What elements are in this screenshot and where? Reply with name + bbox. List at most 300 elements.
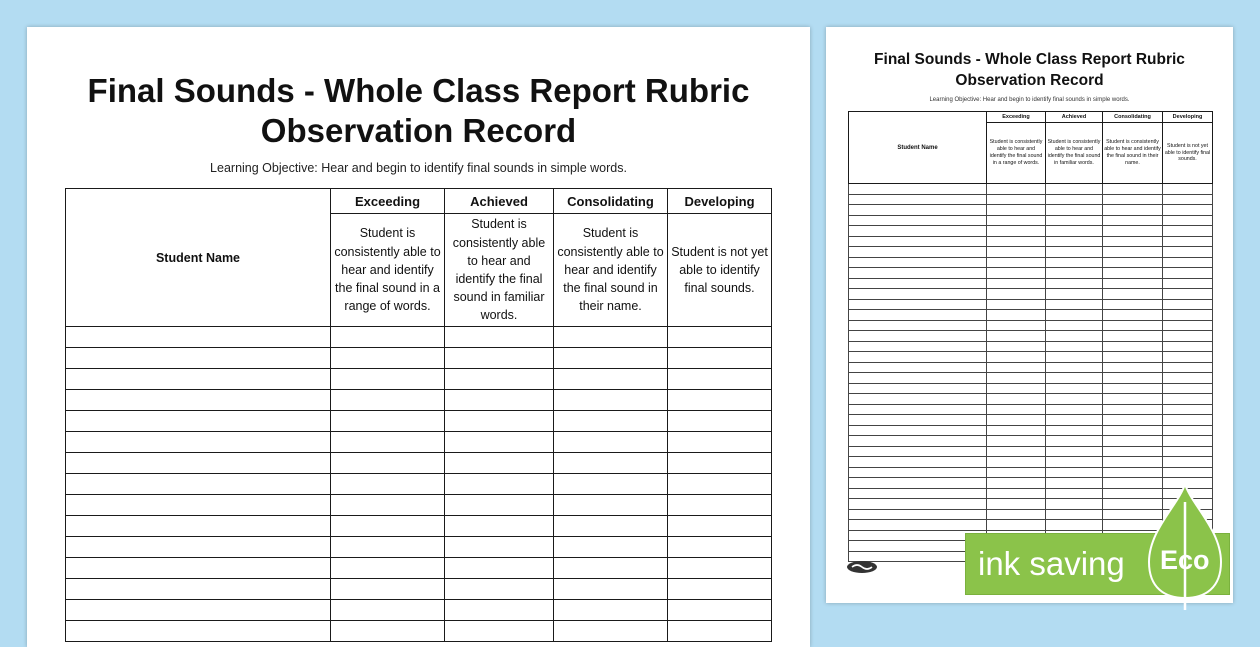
preview-student-mark-cell[interactable] <box>1103 184 1163 195</box>
preview-student-mark-cell[interactable] <box>1163 415 1213 426</box>
preview-student-mark-cell[interactable] <box>987 499 1046 510</box>
preview-student-mark-cell[interactable] <box>1046 289 1103 300</box>
preview-student-row <box>849 289 1213 300</box>
preview-student-mark-cell[interactable] <box>1163 257 1213 268</box>
preview-student-mark-cell[interactable] <box>987 226 1046 237</box>
student-mark-cell[interactable] <box>331 432 445 453</box>
student-mark-cell[interactable] <box>445 432 554 453</box>
student-mark-cell[interactable] <box>331 537 445 558</box>
preview-student-mark-cell[interactable] <box>1103 436 1163 447</box>
eco-label: Eco <box>1160 545 1210 575</box>
student-name-cell[interactable] <box>66 411 331 432</box>
preview-student-row <box>849 394 1213 405</box>
level-description-developing: Student is not yet able to identify final sounds. <box>668 214 772 327</box>
preview-student-name-cell[interactable] <box>849 341 987 352</box>
student-mark-cell[interactable] <box>445 537 554 558</box>
preview-student-name-cell[interactable] <box>849 310 987 321</box>
preview-student-name-cell[interactable] <box>849 446 987 457</box>
student-mark-cell[interactable] <box>445 327 554 348</box>
preview-student-name-cell[interactable] <box>849 467 987 478</box>
preview-student-name-cell[interactable] <box>849 194 987 205</box>
preview-student-mark-cell[interactable] <box>1103 268 1163 279</box>
preview-student-name-cell[interactable] <box>849 362 987 373</box>
student-mark-cell[interactable] <box>668 369 772 390</box>
preview-student-mark-cell[interactable] <box>987 394 1046 405</box>
student-row <box>66 600 772 621</box>
student-row <box>66 495 772 516</box>
preview-student-mark-cell[interactable] <box>1046 310 1103 321</box>
student-mark-cell[interactable] <box>668 495 772 516</box>
preview-student-row <box>849 415 1213 426</box>
student-mark-cell[interactable] <box>554 453 668 474</box>
student-row <box>66 327 772 348</box>
student-name-cell[interactable] <box>66 600 331 621</box>
preview-student-mark-cell[interactable] <box>987 478 1046 489</box>
preview-student-mark-cell[interactable] <box>1103 446 1163 457</box>
preview-student-name-header: Student Name <box>849 112 987 184</box>
preview-student-mark-cell[interactable] <box>1103 415 1163 426</box>
preview-student-mark-cell[interactable] <box>987 247 1046 258</box>
preview-student-mark-cell[interactable] <box>1103 457 1163 468</box>
preview-student-name-cell[interactable] <box>849 373 987 384</box>
student-mark-cell[interactable] <box>331 558 445 579</box>
student-row <box>66 390 772 411</box>
student-mark-cell[interactable] <box>445 516 554 537</box>
preview-student-mark-cell[interactable] <box>1103 341 1163 352</box>
preview-student-mark-cell[interactable] <box>1046 194 1103 205</box>
student-row <box>66 348 772 369</box>
preview-student-mark-cell[interactable] <box>987 299 1046 310</box>
student-mark-cell[interactable] <box>445 495 554 516</box>
preview-student-mark-cell[interactable] <box>987 488 1046 499</box>
preview-student-mark-cell[interactable] <box>1103 404 1163 415</box>
preview-student-mark-cell[interactable] <box>1046 215 1103 226</box>
student-mark-cell[interactable] <box>331 621 445 642</box>
student-name-header: Student Name <box>66 189 331 327</box>
preview-student-mark-cell[interactable] <box>987 205 1046 216</box>
preview-student-row <box>849 226 1213 237</box>
preview-student-row <box>849 404 1213 415</box>
student-name-cell[interactable] <box>66 474 331 495</box>
student-mark-cell[interactable] <box>668 537 772 558</box>
preview-student-mark-cell[interactable] <box>1163 425 1213 436</box>
preview-student-mark-cell[interactable] <box>1046 362 1103 373</box>
preview-student-mark-cell[interactable] <box>987 341 1046 352</box>
preview-student-mark-cell[interactable] <box>987 289 1046 300</box>
student-row <box>66 411 772 432</box>
preview-student-mark-cell[interactable] <box>987 436 1046 447</box>
preview-student-mark-cell[interactable] <box>1163 236 1213 247</box>
student-mark-cell[interactable] <box>668 327 772 348</box>
preview-student-mark-cell[interactable] <box>1046 278 1103 289</box>
preview-student-mark-cell[interactable] <box>987 215 1046 226</box>
preview-student-mark-cell[interactable] <box>987 236 1046 247</box>
preview-student-name-cell[interactable] <box>849 488 987 499</box>
preview-student-name-cell[interactable] <box>849 320 987 331</box>
student-mark-cell[interactable] <box>554 327 668 348</box>
preview-student-name-cell[interactable] <box>849 394 987 405</box>
preview-student-row <box>849 331 1213 342</box>
preview-student-row <box>849 205 1213 216</box>
preview-level-header-exceeding: Exceeding <box>987 112 1046 123</box>
student-row <box>66 453 772 474</box>
preview-student-mark-cell[interactable] <box>1163 373 1213 384</box>
preview-student-row <box>849 310 1213 321</box>
preview-student-mark-cell[interactable] <box>1103 331 1163 342</box>
preview-student-mark-cell[interactable] <box>1046 520 1103 531</box>
student-mark-cell[interactable] <box>445 390 554 411</box>
preview-student-mark-cell[interactable] <box>1163 215 1213 226</box>
student-mark-cell[interactable] <box>331 348 445 369</box>
preview-student-mark-cell[interactable] <box>987 457 1046 468</box>
student-mark-cell[interactable] <box>445 411 554 432</box>
preview-student-mark-cell[interactable] <box>1163 289 1213 300</box>
student-mark-cell[interactable] <box>554 369 668 390</box>
preview-student-name-cell[interactable] <box>849 436 987 447</box>
preview-student-name-cell[interactable] <box>849 215 987 226</box>
twinkl-logo-icon <box>846 560 878 574</box>
preview-student-mark-cell[interactable] <box>1046 446 1103 457</box>
student-mark-cell[interactable] <box>554 495 668 516</box>
preview-student-mark-cell[interactable] <box>987 373 1046 384</box>
preview-student-mark-cell[interactable] <box>1046 226 1103 237</box>
preview-student-name-cell[interactable] <box>849 268 987 279</box>
preview-student-row <box>849 383 1213 394</box>
preview-student-name-cell[interactable] <box>849 478 987 489</box>
preview-student-row <box>849 247 1213 258</box>
student-mark-cell[interactable] <box>331 495 445 516</box>
preview-student-mark-cell[interactable] <box>1046 205 1103 216</box>
preview-student-mark-cell[interactable] <box>1103 425 1163 436</box>
student-mark-cell[interactable] <box>668 474 772 495</box>
preview-student-mark-cell[interactable] <box>987 425 1046 436</box>
student-name-cell[interactable] <box>66 348 331 369</box>
level-description-consolidating: Student is consistently able to hear and identify the final sound in their name. <box>554 214 668 327</box>
ink-saving-label: ink saving <box>978 545 1125 582</box>
student-mark-cell[interactable] <box>668 390 772 411</box>
preview-student-mark-cell[interactable] <box>1163 446 1213 457</box>
preview-student-mark-cell[interactable] <box>1163 331 1213 342</box>
preview-student-mark-cell[interactable] <box>1163 320 1213 331</box>
preview-level-header-consolidating: Consolidating <box>1103 112 1163 123</box>
preview-student-mark-cell[interactable] <box>1103 467 1163 478</box>
preview-student-name-cell[interactable] <box>849 415 987 426</box>
student-row <box>66 621 772 642</box>
student-row <box>66 537 772 558</box>
student-mark-cell[interactable] <box>445 474 554 495</box>
preview-student-row <box>849 184 1213 195</box>
preview-student-row <box>849 352 1213 363</box>
preview-student-mark-cell[interactable] <box>1046 320 1103 331</box>
preview-student-mark-cell[interactable] <box>1163 436 1213 447</box>
preview-student-mark-cell[interactable] <box>1046 488 1103 499</box>
preview-student-mark-cell[interactable] <box>1103 215 1163 226</box>
preview-student-mark-cell[interactable] <box>1046 415 1103 426</box>
preview-student-mark-cell[interactable] <box>1163 362 1213 373</box>
preview-student-row <box>849 257 1213 268</box>
preview-student-mark-cell[interactable] <box>1163 205 1213 216</box>
preview-student-row <box>849 425 1213 436</box>
preview-level-description-exceeding: Student is consistently able to hear and identify the final sound in a range of words. <box>987 123 1046 184</box>
preview-student-mark-cell[interactable] <box>1046 383 1103 394</box>
preview-student-mark-cell[interactable] <box>1103 194 1163 205</box>
preview-student-mark-cell[interactable] <box>987 331 1046 342</box>
student-mark-cell[interactable] <box>668 411 772 432</box>
student-name-cell[interactable] <box>66 537 331 558</box>
preview-student-mark-cell[interactable] <box>1103 247 1163 258</box>
preview-student-name-cell[interactable] <box>849 457 987 468</box>
student-mark-cell[interactable] <box>668 621 772 642</box>
preview-student-mark-cell[interactable] <box>987 446 1046 457</box>
preview-student-name-cell[interactable] <box>849 184 987 195</box>
student-mark-cell[interactable] <box>554 474 668 495</box>
preview-student-name-cell[interactable] <box>849 383 987 394</box>
preview-student-name-cell[interactable] <box>849 520 987 531</box>
preview-student-mark-cell[interactable] <box>1163 341 1213 352</box>
preview-student-mark-cell[interactable] <box>1046 478 1103 489</box>
student-mark-cell[interactable] <box>668 432 772 453</box>
student-mark-cell[interactable] <box>331 369 445 390</box>
preview-student-mark-cell[interactable] <box>1046 299 1103 310</box>
student-mark-cell[interactable] <box>668 453 772 474</box>
preview-student-mark-cell[interactable] <box>1103 205 1163 216</box>
preview-student-name-cell[interactable] <box>849 278 987 289</box>
preview-student-row <box>849 278 1213 289</box>
preview-student-mark-cell[interactable] <box>987 268 1046 279</box>
preview-level-description-developing: Student is not yet able to identify final sounds. <box>1163 123 1213 184</box>
preview-student-mark-cell[interactable] <box>1046 425 1103 436</box>
preview-student-mark-cell[interactable] <box>1046 509 1103 520</box>
preview-student-row <box>849 236 1213 247</box>
preview-student-mark-cell[interactable] <box>987 415 1046 426</box>
worksheet-page-main <box>27 27 810 647</box>
student-mark-cell[interactable] <box>445 348 554 369</box>
preview-student-mark-cell[interactable] <box>1163 268 1213 279</box>
preview-student-mark-cell[interactable] <box>1046 457 1103 468</box>
preview-student-row <box>849 457 1213 468</box>
student-row <box>66 474 772 495</box>
preview-student-mark-cell[interactable] <box>1103 226 1163 237</box>
preview-student-mark-cell[interactable] <box>1163 383 1213 394</box>
preview-student-name-cell[interactable] <box>849 509 987 520</box>
student-name-cell[interactable] <box>66 369 331 390</box>
preview-student-row <box>849 320 1213 331</box>
student-name-cell[interactable] <box>66 558 331 579</box>
student-mark-cell[interactable] <box>331 600 445 621</box>
preview-student-mark-cell[interactable] <box>987 320 1046 331</box>
preview-student-mark-cell[interactable] <box>1103 373 1163 384</box>
student-mark-cell[interactable] <box>554 558 668 579</box>
preview-student-name-cell[interactable] <box>849 352 987 363</box>
preview-student-name-cell[interactable] <box>849 205 987 216</box>
student-name-cell[interactable] <box>66 579 331 600</box>
preview-student-row <box>849 341 1213 352</box>
preview-student-mark-cell[interactable] <box>1046 341 1103 352</box>
student-mark-cell[interactable] <box>554 348 668 369</box>
preview-student-name-cell[interactable] <box>849 257 987 268</box>
student-mark-cell[interactable] <box>331 327 445 348</box>
preview-student-row <box>849 299 1213 310</box>
preview-student-mark-cell[interactable] <box>1163 310 1213 321</box>
preview-page-title: Final Sounds - Whole Class Report Rubric Observation Record <box>874 51 1185 89</box>
preview-student-mark-cell[interactable] <box>1103 352 1163 363</box>
preview-student-mark-cell[interactable] <box>1046 331 1103 342</box>
student-mark-cell[interactable] <box>331 453 445 474</box>
student-row <box>66 369 772 390</box>
student-mark-cell[interactable] <box>331 411 445 432</box>
preview-student-name-cell[interactable] <box>849 299 987 310</box>
student-mark-cell[interactable] <box>554 432 668 453</box>
preview-level-header-achieved: Achieved <box>1046 112 1103 123</box>
student-mark-cell[interactable] <box>554 516 668 537</box>
student-mark-cell[interactable] <box>445 621 554 642</box>
preview-student-mark-cell[interactable] <box>1163 299 1213 310</box>
preview-student-name-cell[interactable] <box>849 236 987 247</box>
student-name-cell[interactable] <box>66 432 331 453</box>
preview-student-name-cell[interactable] <box>849 425 987 436</box>
preview-student-mark-cell[interactable] <box>1163 467 1213 478</box>
preview-student-mark-cell[interactable] <box>987 520 1046 531</box>
preview-student-mark-cell[interactable] <box>1046 404 1103 415</box>
student-row <box>66 432 772 453</box>
preview-student-mark-cell[interactable] <box>1103 236 1163 247</box>
student-mark-cell[interactable] <box>331 579 445 600</box>
preview-student-mark-cell[interactable] <box>987 278 1046 289</box>
preview-student-mark-cell[interactable] <box>987 352 1046 363</box>
preview-student-mark-cell[interactable] <box>1046 236 1103 247</box>
student-mark-cell[interactable] <box>445 369 554 390</box>
student-mark-cell[interactable] <box>668 600 772 621</box>
preview-student-mark-cell[interactable] <box>1103 257 1163 268</box>
student-mark-cell[interactable] <box>554 600 668 621</box>
preview-student-mark-cell[interactable] <box>1046 352 1103 363</box>
student-name-cell[interactable] <box>66 453 331 474</box>
student-mark-cell[interactable] <box>445 453 554 474</box>
preview-student-row <box>849 373 1213 384</box>
preview-student-mark-cell[interactable] <box>1103 310 1163 321</box>
student-row <box>66 558 772 579</box>
student-mark-cell[interactable] <box>668 348 772 369</box>
preview-student-mark-cell[interactable] <box>1046 394 1103 405</box>
preview-student-mark-cell[interactable] <box>1103 289 1163 300</box>
level-description-achieved: Student is consistently able to hear and identify the final sound in familiar words. <box>445 214 554 327</box>
preview-student-mark-cell[interactable] <box>1163 352 1213 363</box>
preview-student-name-cell[interactable] <box>849 404 987 415</box>
level-header-exceeding: Exceeding <box>331 189 445 214</box>
preview-student-mark-cell[interactable] <box>987 184 1046 195</box>
preview-student-name-cell[interactable] <box>849 247 987 258</box>
preview-student-mark-cell[interactable] <box>1163 247 1213 258</box>
student-mark-cell[interactable] <box>445 600 554 621</box>
level-header-developing: Developing <box>668 189 772 214</box>
preview-student-name-cell[interactable] <box>849 226 987 237</box>
preview-student-mark-cell[interactable] <box>1046 373 1103 384</box>
level-header-achieved: Achieved <box>445 189 554 214</box>
level-header-consolidating: Consolidating <box>554 189 668 214</box>
preview-student-mark-cell[interactable] <box>987 467 1046 478</box>
preview-student-mark-cell[interactable] <box>987 194 1046 205</box>
preview-student-mark-cell[interactable] <box>987 509 1046 520</box>
preview-student-mark-cell[interactable] <box>987 362 1046 373</box>
preview-student-mark-cell[interactable] <box>1163 226 1213 237</box>
preview-student-mark-cell[interactable] <box>987 404 1046 415</box>
preview-student-mark-cell[interactable] <box>1163 394 1213 405</box>
preview-student-mark-cell[interactable] <box>1046 499 1103 510</box>
preview-student-mark-cell[interactable] <box>1046 184 1103 195</box>
preview-student-name-cell[interactable] <box>849 331 987 342</box>
student-mark-cell[interactable] <box>445 579 554 600</box>
student-row <box>66 516 772 537</box>
preview-student-mark-cell[interactable] <box>1103 299 1163 310</box>
student-name-cell[interactable] <box>66 327 331 348</box>
student-mark-cell[interactable] <box>554 411 668 432</box>
student-mark-cell[interactable] <box>331 390 445 411</box>
student-mark-cell[interactable] <box>554 537 668 558</box>
rubric-table <box>65 188 772 642</box>
preview-student-mark-cell[interactable] <box>987 310 1046 321</box>
preview-student-mark-cell[interactable] <box>987 383 1046 394</box>
student-name-cell[interactable] <box>66 516 331 537</box>
preview-student-mark-cell[interactable] <box>1163 278 1213 289</box>
preview-student-row <box>849 446 1213 457</box>
preview-student-mark-cell[interactable] <box>987 257 1046 268</box>
preview-student-mark-cell[interactable] <box>1046 436 1103 447</box>
preview-level-description-achieved: Student is consistently able to hear and identify the final sound in familiar words. <box>1046 123 1103 184</box>
preview-student-mark-cell[interactable] <box>1103 278 1163 289</box>
student-name-cell[interactable] <box>66 495 331 516</box>
preview-level-header-developing: Developing <box>1163 112 1213 123</box>
student-mark-cell[interactable] <box>668 558 772 579</box>
student-mark-cell[interactable] <box>331 516 445 537</box>
page-title: Final Sounds - Whole Class Report Rubric Observation Record <box>87 72 750 149</box>
student-mark-cell[interactable] <box>554 621 668 642</box>
preview-student-mark-cell[interactable] <box>1103 394 1163 405</box>
learning-objective: Learning Objective: Hear and begin to identify final sounds in simple words. <box>210 161 627 175</box>
preview-student-row <box>849 215 1213 226</box>
preview-level-description-consolidating: Student is consistently able to hear and identify the final sound in their name. <box>1103 123 1163 184</box>
preview-student-mark-cell[interactable] <box>1046 268 1103 279</box>
preview-student-row <box>849 436 1213 447</box>
preview-student-mark-cell[interactable] <box>1046 257 1103 268</box>
preview-student-mark-cell[interactable] <box>1163 194 1213 205</box>
preview-student-mark-cell[interactable] <box>1103 362 1163 373</box>
student-mark-cell[interactable] <box>668 579 772 600</box>
preview-student-row <box>849 362 1213 373</box>
student-mark-cell[interactable] <box>445 558 554 579</box>
student-name-cell[interactable] <box>66 390 331 411</box>
student-mark-cell[interactable] <box>331 474 445 495</box>
preview-student-mark-cell[interactable] <box>1103 383 1163 394</box>
preview-student-mark-cell[interactable] <box>1046 247 1103 258</box>
preview-student-name-cell[interactable] <box>849 499 987 510</box>
student-row <box>66 579 772 600</box>
level-description-exceeding: Student is consistently able to hear and identify the final sound in a range of words. <box>331 214 445 327</box>
student-mark-cell[interactable] <box>668 516 772 537</box>
preview-student-mark-cell[interactable] <box>1163 457 1213 468</box>
preview-student-row <box>849 268 1213 279</box>
preview-student-mark-cell[interactable] <box>1046 467 1103 478</box>
preview-student-mark-cell[interactable] <box>1163 184 1213 195</box>
student-mark-cell[interactable] <box>554 390 668 411</box>
student-rows <box>66 327 772 642</box>
student-name-cell[interactable] <box>66 621 331 642</box>
preview-student-name-cell[interactable] <box>849 289 987 300</box>
preview-learning-objective: Learning Objective: Hear and begin to identify final sounds in simple words. <box>929 97 1130 103</box>
student-mark-cell[interactable] <box>554 579 668 600</box>
preview-student-mark-cell[interactable] <box>1103 320 1163 331</box>
preview-student-mark-cell[interactable] <box>1163 404 1213 415</box>
preview-student-row <box>849 467 1213 478</box>
